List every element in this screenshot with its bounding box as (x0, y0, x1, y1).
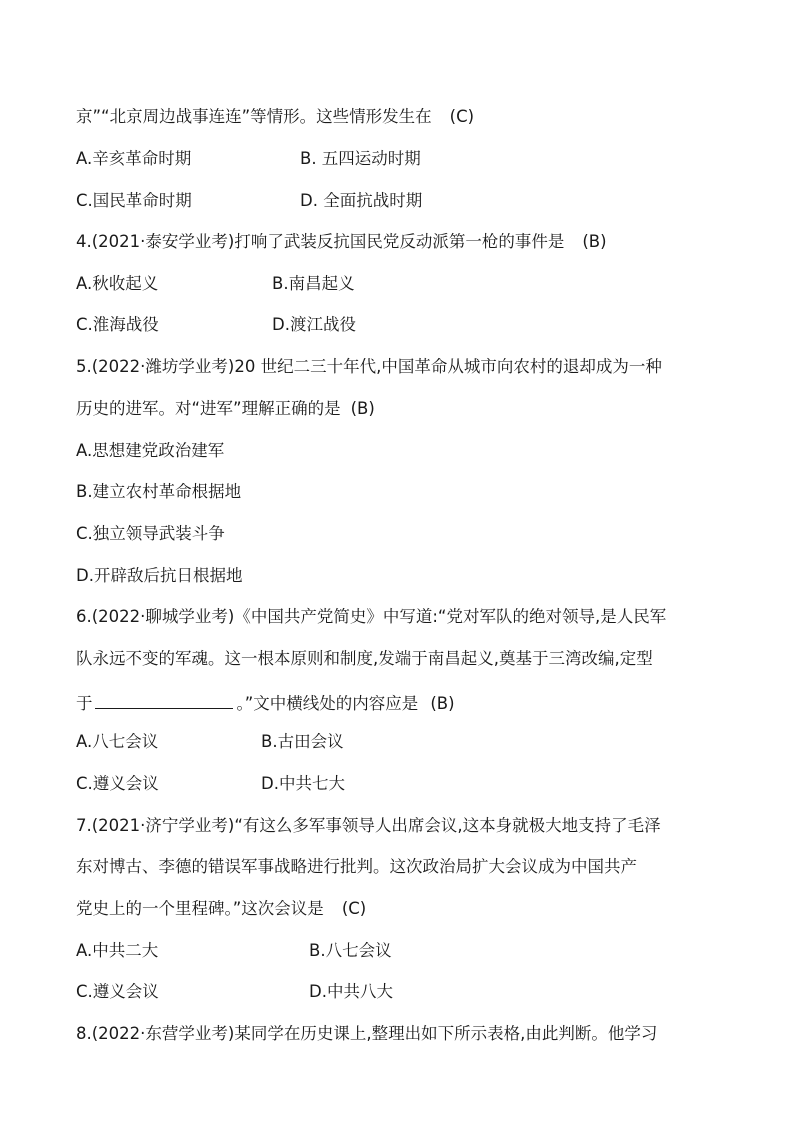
q8-text-line-1: 8.(2022·东营学业考)某同学在历史课上,整理出如下所示表格,由此判断。他学习 (76, 1024, 658, 1043)
q6-option-d: D.中共七大 (261, 774, 345, 793)
q7-text-line-1: 7.(2021·济宁学业考)“有这么多军事领导人出席会议,这本身就极大地支持了毛泽 (76, 816, 661, 835)
q7-option-b: B.八七会议 (309, 941, 392, 960)
q4-option-b: B.南昌起义 (272, 274, 355, 293)
q7-option-a: A.中共二大 (76, 941, 159, 960)
q3-text-line: 京”“北京周边战事连连”等情形。这些情形发生在 (C) (76, 107, 475, 126)
q4-text-line: 4.(2021·泰安学业考)打响了武装反抗国民党反动派第一枪的事件是 (B) (76, 232, 607, 251)
q6-text-line-1: 6.(2022·聊城学业考)《中国共产党简史》中写道:“党对军队的绝对领导,是人民军 (76, 607, 667, 626)
q3-answer: (C) (449, 107, 475, 126)
q5-answer: (B) (350, 399, 375, 418)
fill-in-blank (95, 690, 233, 709)
q7-option-d: D.中共八大 (309, 982, 393, 1001)
q5-option-b: B.建立农村革命根据地 (76, 482, 242, 501)
q4-option-a: A.秋收起义 (76, 274, 159, 293)
q6-option-c: C.遵义会议 (76, 774, 159, 793)
q7-answer: (C) (341, 899, 367, 918)
q6-text-line-3: 于 。”文中横线处的内容应是 (B) (76, 690, 754, 715)
q5-text-line-2: 历史的进军。对“进军”理解正确的是 (B) (76, 399, 375, 418)
q5-option-d: D.开辟敌后抗日根据地 (76, 566, 243, 585)
q7-text-line-2: 东对博古、李德的错误军事战略进行批判。这次政治局扩大会议成为中国共产 (76, 857, 637, 876)
q6-answer: (B) (430, 694, 455, 713)
q5-option-c: C.独立领导武装斗争 (76, 524, 225, 543)
q6-option-b: B.古田会议 (261, 732, 344, 751)
q6-option-a: A.八七会议 (76, 732, 159, 751)
q3-option-b: B. 五四运动时期 (300, 149, 421, 168)
q6-text-line-2: 队永远不变的军魂。这一根本原则和制度,发端于南昌起义,奠基于三湾改编,定型 (76, 649, 653, 668)
q3-option-c: C.国民革命时期 (76, 191, 192, 210)
q4-option-d: D.渡江战役 (272, 315, 356, 334)
q5-text-line-1: 5.(2022·潍坊学业考)20 世纪二三十年代,中国革命从城市向农村的退却成为一种 (76, 357, 662, 376)
q4-answer: (B) (582, 232, 607, 251)
q5-option-a: A.思想建党政治建军 (76, 441, 225, 460)
q7-text-line-3: 党史上的一个里程碑。”这次会议是 (C) (76, 899, 367, 918)
q4-option-c: C.淮海战役 (76, 315, 159, 334)
q3-option-d: D. 全面抗战时期 (300, 191, 423, 210)
q3-option-a: A.辛亥革命时期 (76, 149, 192, 168)
q7-option-c: C.遵义会议 (76, 982, 159, 1001)
